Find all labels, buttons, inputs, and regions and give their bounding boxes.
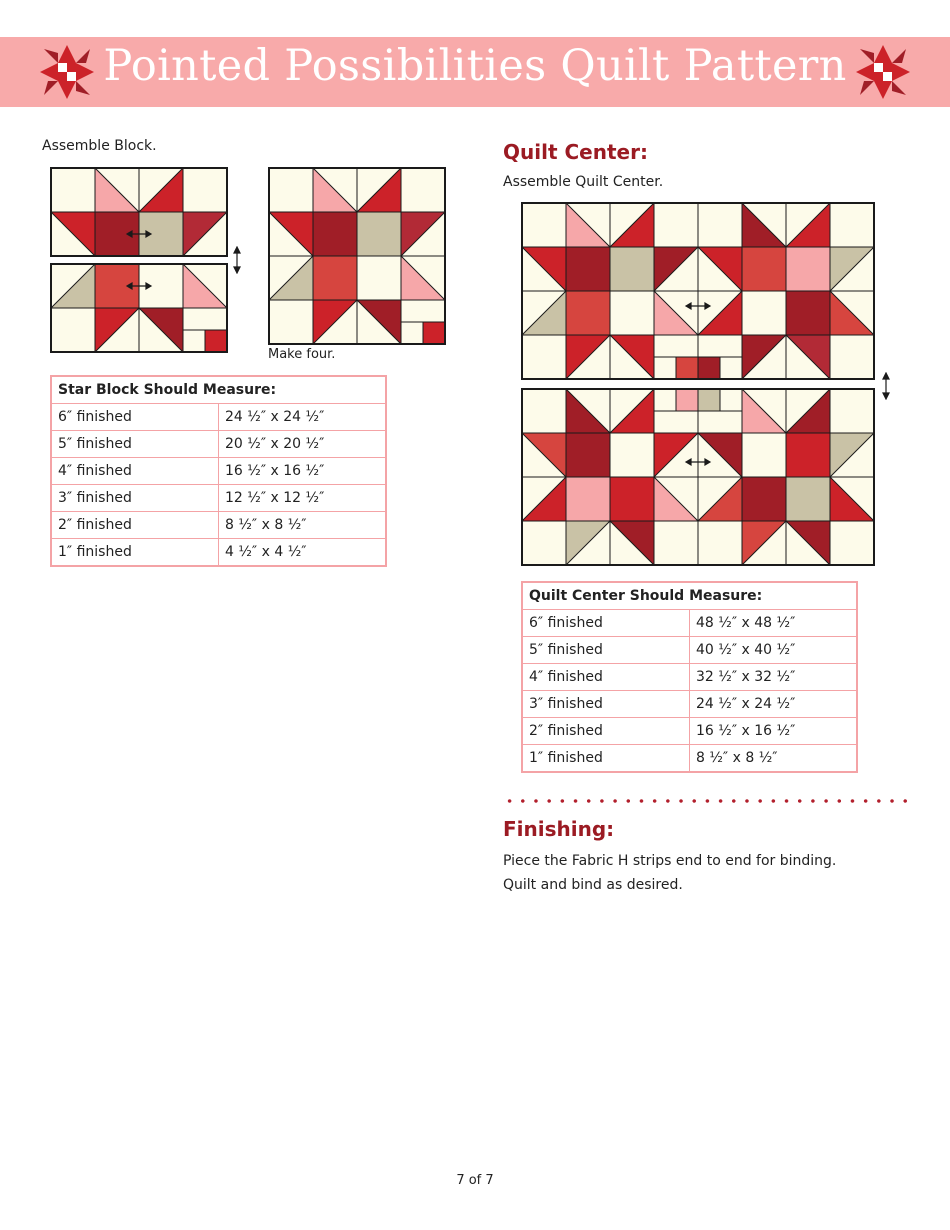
measure-cell: 4 ½″ x 4 ½″ [219, 539, 387, 567]
size-cell: 6″ finished [51, 404, 219, 431]
size-cell: 4″ finished [522, 664, 690, 691]
quilt-center-measure-table [521, 581, 858, 773]
table-header-row [522, 582, 857, 610]
table-row [522, 610, 857, 637]
finishing-text [503, 849, 923, 897]
measure-cell: 40 ½″ x 40 ½″ [690, 637, 858, 664]
measure-cell: 48 ½″ x 48 ½″ [690, 610, 858, 637]
table-row [522, 691, 857, 718]
table-header: Quilt Center Should Measure: [522, 582, 857, 610]
measure-cell: 32 ½″ x 32 ½″ [690, 664, 858, 691]
star-logo-icon [856, 45, 910, 99]
table-row [522, 718, 857, 745]
size-cell: 5″ finished [522, 637, 690, 664]
star-block-diagram [268, 167, 448, 347]
table-row [51, 512, 386, 539]
block-bottom-half [51, 264, 227, 352]
table-row [51, 485, 386, 512]
title-banner [0, 37, 950, 107]
vertical-arrow-icon [230, 246, 244, 274]
table-row [51, 404, 386, 431]
table-row [522, 745, 857, 773]
finishing-heading: Finishing: [503, 817, 615, 841]
quilt-bottom-half [522, 389, 874, 565]
block-top-half [51, 168, 227, 256]
dotted-divider [503, 799, 913, 803]
measure-cell: 20 ½″ x 20 ½″ [219, 431, 387, 458]
finishing-line: Piece the Fabric H strips end to end for binding. [503, 853, 837, 869]
size-cell: 5″ finished [51, 431, 219, 458]
measure-cell: 8 ½″ x 8 ½″ [219, 512, 387, 539]
table-header: Star Block Should Measure: [51, 376, 386, 404]
measure-cell: 8 ½″ x 8 ½″ [690, 745, 858, 773]
table-row [51, 458, 386, 485]
quilt-center-diagram [521, 202, 881, 568]
quilt-center-heading: Quilt Center: [503, 140, 648, 164]
table-row [522, 637, 857, 664]
size-cell: 4″ finished [51, 458, 219, 485]
star-block-measure-table [50, 375, 387, 567]
table-row [51, 431, 386, 458]
table-row [522, 664, 857, 691]
size-cell: 3″ finished [51, 485, 219, 512]
assemble-center-label: Assemble Quilt Center. [503, 174, 664, 190]
measure-cell: 16 ½″ x 16 ½″ [219, 458, 387, 485]
measure-cell: 24 ½″ x 24 ½″ [690, 691, 858, 718]
block-assembly-diagram [50, 167, 230, 353]
size-cell: 2″ finished [51, 512, 219, 539]
table-row [51, 539, 386, 567]
vertical-arrow-icon [879, 372, 893, 400]
size-cell: 3″ finished [522, 691, 690, 718]
size-cell: 1″ finished [51, 539, 219, 567]
finishing-line: Quilt and bind as desired. [503, 877, 683, 893]
table-header-row [51, 376, 386, 404]
quilt-top-half [522, 203, 874, 379]
size-cell: 2″ finished [522, 718, 690, 745]
size-cell: 1″ finished [522, 745, 690, 773]
page-title: Pointed Possibilities Quilt Pattern [103, 41, 847, 91]
measure-cell: 12 ½″ x 12 ½″ [219, 485, 387, 512]
measure-cell: 16 ½″ x 16 ½″ [690, 718, 858, 745]
make-four-label: Make four. [268, 347, 336, 362]
assemble-block-label: Assemble Block. [42, 138, 157, 154]
page-number: 7 of 7 [456, 1173, 494, 1188]
measure-cell: 24 ½″ x 24 ½″ [219, 404, 387, 431]
size-cell: 6″ finished [522, 610, 690, 637]
